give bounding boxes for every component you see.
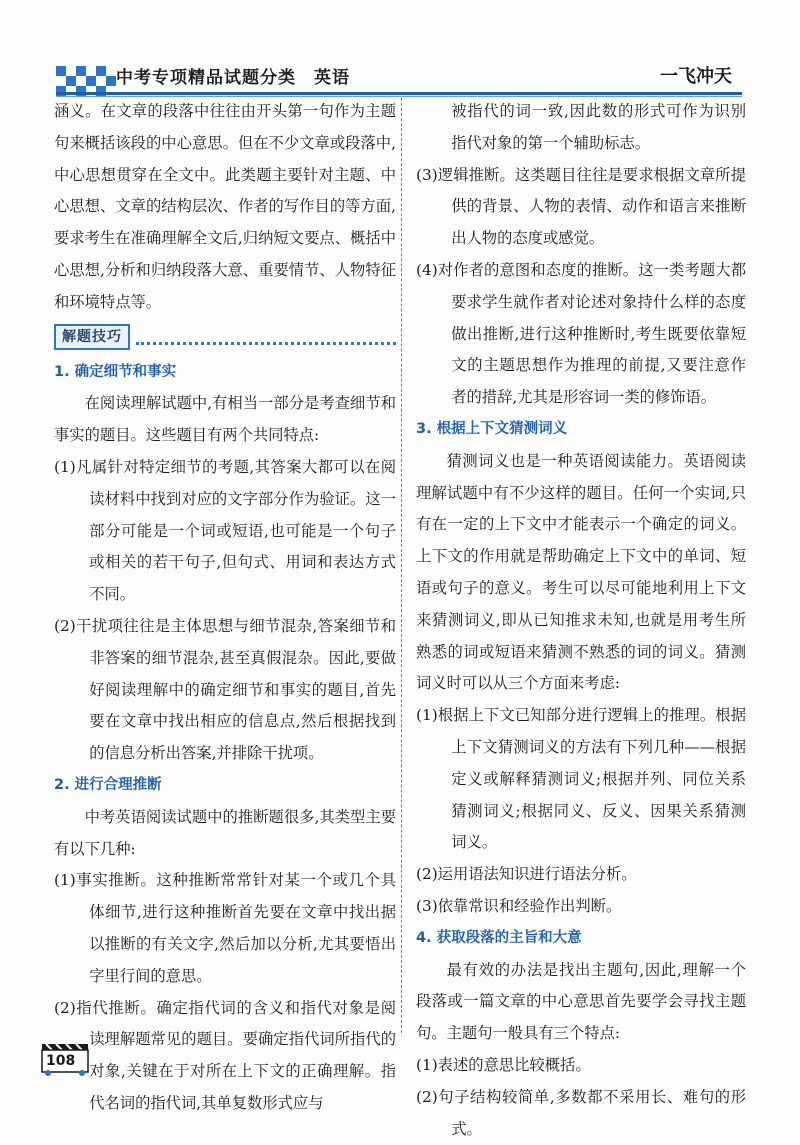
section-heading: 1. 确定细节和事实 [54, 363, 177, 380]
paragraph: 猜测词义也是一种英语阅读能力。英语阅读理解试题中有不少这样的题目。任何一个实词,只有在一定的上下文中才能表示一个确定的词义。上下文的作用就是帮助确定上下文中的单词、短语或句子的意义。考生可以尽可能地利用上下文来猜测词义,即从已知推求未知,也就是用考生所熟悉的词或短语来猜测不熟悉的词的词义。猜测词义时可以从三个方面来考虑: [416, 451, 746, 693]
section-heading: 4. 获取段落的主旨和大意 [416, 929, 582, 946]
paragraph-continued: 被指代的词一致,因此数的形式可作为识别指代对象的第一个辅助标志。 [451, 102, 746, 152]
list-item: (2)指代推断。确定指代词的含义和指代对象是阅读理解题常见的题目。要确定指代词所指代的对象,关键在于对所在上下文的正确理解。指代名词的指代词,其单复数形式应与 [54, 998, 396, 1112]
list-item: (2)句子结构较简单,多数都不采用长、难句的形式。 [416, 1087, 746, 1138]
column-divider [401, 98, 402, 1033]
paragraph: 在阅读理解试题中,有相当一部分是考查细节和事实的题目。这些题目有两个共同特点: [54, 394, 396, 445]
list-item: (1)表述的意思比较概括。 [416, 1055, 591, 1074]
paragraph: 中考英语阅读试题中的推断题很多,其类型主要有以下几种: [54, 807, 396, 858]
list-item: (3)逻辑推断。这类题目往往是要求根据文章所提供的背景、人物的表情、动作和语言来推断出人物的态度或感觉。 [416, 165, 746, 248]
dotted-rule [136, 329, 396, 345]
section-heading: 2. 进行合理推断 [54, 776, 162, 793]
list-item: (2)干扰项往往是主体思想与细节混杂,答案细节和非答案的细节混杂,甚至真假混杂。因此,要做好阅读理解中的确定细节和事实的题目,首先要在文章中找出相应的信息点,然后根据找到的信息分析出答案,并排除干扰项。 [54, 616, 396, 763]
page-header [0, 0, 800, 100]
header-title: 中考专项精品试题分类 英语 [116, 68, 350, 88]
list-item: (3)依靠常识和经验作出判断。 [416, 896, 622, 915]
tips-label: 解题技巧 [54, 324, 130, 350]
list-item: (1)根据上下文已知部分进行逻辑上的推理。根据上下文猜测词义的方法有下列几种——根据定义或解释猜测词义;根据并列、同位关系猜测词义;根据同义、反义、因果关系猜测词义。 [416, 706, 746, 852]
left-column [54, 96, 396, 1120]
page-number: 108 [46, 1053, 76, 1069]
paragraph: 涵义。在文章的段落中往往由开头第一句作为主题句来概括该段的中心意思。但在不少文章或段落中,中心思想贯穿在全文中。此类题主要针对主题、中心思想、文章的结构层次、作者的写作目的等方面,要求考生在准确理解全文后,归纳短文要点、概括中心思想,分析和归纳段落大意、重要情节、人物特征和环境特点等。 [54, 102, 396, 311]
right-column [416, 96, 746, 1145]
header-brand: 一飞冲天 [660, 66, 732, 87]
list-item: (2)运用语法知识进行语法分析。 [416, 865, 637, 884]
header-rule [56, 92, 742, 95]
paragraph: 最有效的办法是找出主题句,因此,理解一个段落或一篇文章的中心意思首先要学会寻找主题句。主题句一般具有三个特点: [416, 960, 746, 1043]
list-item: (1)凡属针对特定细节的考题,其答案大都可以在阅读材料中找到对应的文字部分作为验证。这一部分可能是一个词或短语,也可能是一个句子或相关的若干句子,但句式、用词和表达方式不同。 [54, 457, 396, 604]
tips-section-header [54, 323, 396, 351]
list-item: (4)对作者的意图和态度的推断。这一类考题大都要求学生就作者对论述对象持什么样的态度做出推断,进行这种推断时,考生既要依靠短文的主题思想作为推理的前提,又要注意作者的措辞,尤其是形容词一类的修饰语。 [416, 260, 746, 407]
section-heading: 3. 根据上下文猜测词义 [416, 420, 568, 437]
list-item: (1)事实推断。这种推断常常针对某一个或几个具体细节,进行这种推断首先要在文章中找出据以推断的有关文字,然后加以分析,尤其要悟出字里行间的意思。 [54, 871, 396, 985]
